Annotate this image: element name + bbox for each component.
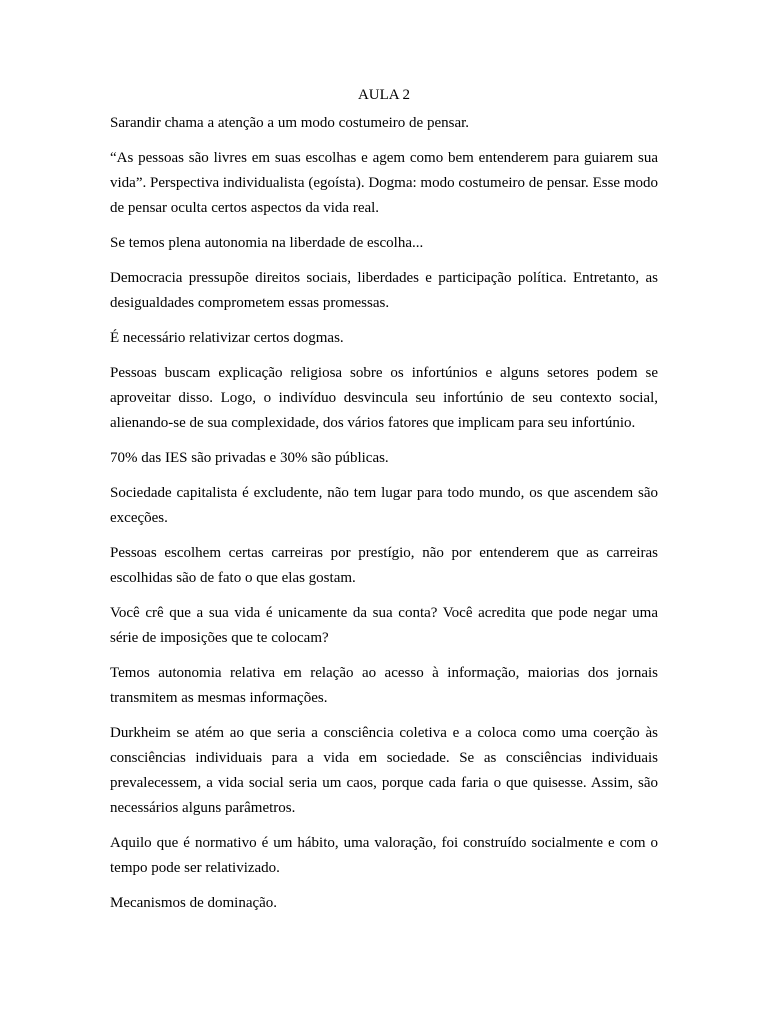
paragraph: Pessoas buscam explicação religiosa sobre os infortúnios e alguns setores podem se aproveitar disso. Logo, o indivíduo desvincula seu infortúnio de seu contexto social, alienando-se de sua complexidade, dos vários fatores que implicam para seu infortúnio. <box>110 365 658 431</box>
paragraph: “As pessoas são livres em suas escolhas e agem como bem entenderem para guiarem sua vida”. Perspectiva individualista (egoísta). Dogma: modo costumeiro de pensar. Esse modo de pensar oculta certos aspectos da vida real. <box>110 150 658 216</box>
paragraph: Mecanismos de dominação. <box>110 895 278 911</box>
paragraph: 70% das IES são privadas e 30% são públicas. <box>110 450 389 466</box>
paragraph: Durkheim se atém ao que seria a consciência coletiva e a coloca como uma coerção às consciências individuais para a vida em sociedade. Se as consciências individuais prevalecessem, a vida social seria um caos, porque cada faria o que quisesse. Assim, são necessários alguns parâmetros. <box>110 725 658 816</box>
paragraph: Temos autonomia relativa em relação ao acesso à informação, maiorias dos jornais transmitem as mesmas informações. <box>110 665 658 706</box>
document-title: AULA 2 <box>357 87 411 103</box>
paragraph: Se temos plena autonomia na liberdade de escolha... <box>110 235 424 251</box>
paragraph: É necessário relativizar certos dogmas. <box>110 330 344 346</box>
paragraph: Democracia pressupõe direitos sociais, liberdades e participação política. Entretanto, as desigualdades comprometem essas promessas. <box>110 270 658 311</box>
paragraph: Aquilo que é normativo é um hábito, uma valoração, foi construído socialmente e com o tempo pode ser relativizado. <box>110 835 658 876</box>
document-page <box>110 83 658 926</box>
paragraph: Sociedade capitalista é excludente, não tem lugar para todo mundo, os que ascendem são exceções. <box>110 485 658 526</box>
paragraph: Sarandir chama a atenção a um modo costumeiro de pensar. <box>110 115 470 131</box>
paragraph: Você crê que a sua vida é unicamente da sua conta? Você acredita que pode negar uma série de imposições que te colocam? <box>110 605 658 646</box>
paragraph: Pessoas escolhem certas carreiras por prestígio, não por entenderem que as carreiras escolhidas são de fato o que elas gostam. <box>110 545 658 586</box>
